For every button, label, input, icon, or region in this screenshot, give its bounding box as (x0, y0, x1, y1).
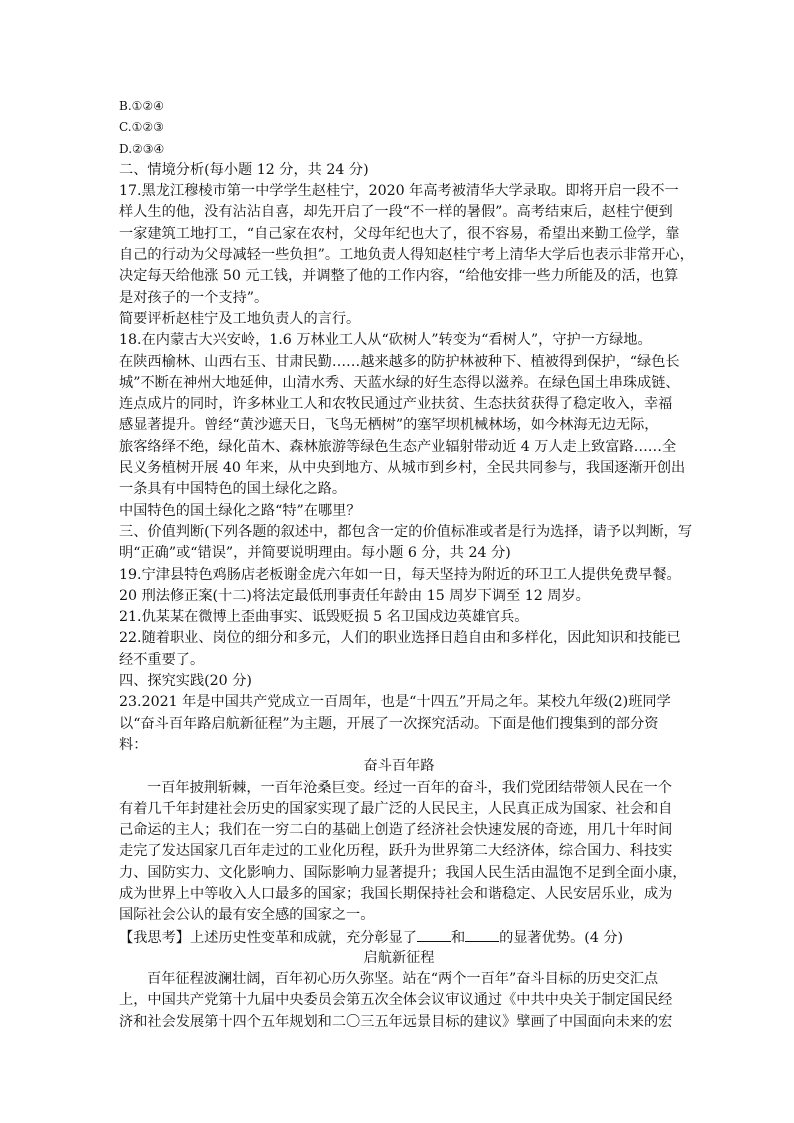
material-paragraph-2: 上，中国共产党第十九届中央委员会第五次全体会议审议通过《中共中央关于制定国民经 (119, 992, 673, 1009)
material-title-2: 启航新征程 (363, 949, 435, 966)
section2-heading: 二、情境分析(每小题 12 分，共 24 分) (119, 161, 369, 178)
option-b: B.①②④ (119, 99, 164, 113)
q17-line: 决定每天给他涨 50 元工钱，并调整了他的工作内容，“给他安排一些力所能及的活，也算 (119, 268, 679, 285)
section3-heading: 明“正确”或“错误”，并简要说明理由。每小题 6 分，共 24 分) (119, 545, 511, 562)
think-question (119, 927, 679, 948)
material-paragraph-1: 国际社会公认的最有安全感的国家之一。 (119, 907, 375, 924)
material-paragraph-1: 有着几千年封建社会历史的国家实现了最广泛的人民民主，人民真正成为国家、社会和自 (119, 800, 673, 817)
q18-question: 中国特色的国土绿化之路“特”在哪里？ (119, 502, 361, 519)
q17-line: 一家建筑工地打工，“自己家在农村，父母年纪也大了，很不容易，希望出来勤工俭学，靠 (119, 225, 680, 242)
q19: 19.宁津县特色鸡肠店老板谢金虎六年如一日，每天坚持为附近的环卫工人提供免费早餐。 (119, 566, 681, 583)
q18-line: 连点成片的同时，许多林业工人和农牧民通过产业扶贫、生态扶贫获得了稳定收入，幸福 (119, 396, 673, 413)
q17-line: 样人生的他，没有沾沾自喜，却先开启了一段“不一样的暑假”。高考结束后，赵桂宁便到 (119, 204, 673, 221)
q18-line: 一条具有中国特色的国土绿化之路。 (119, 481, 347, 498)
option-d: D.②③④ (119, 141, 165, 156)
section3-heading: 三、价值判断(下列各题的叙述中，都包含一定的价值标准或者是行为选择，请予以判断，写 (119, 523, 693, 540)
q18-line: 城”不断在神州大地延伸，山清水秀、天蓝水绿的好生态得以滋养。在绿色国土串珠成链、 (119, 374, 680, 391)
q18-line: 在陕西榆林、山西右玉、甘肃民勤……越来越多的防护林被种下、植被得到保护，“绿色长 (119, 353, 680, 370)
option-c: C.①②③ (119, 120, 164, 135)
material-paragraph-2: 济和社会发展第十四个五年规划和二〇三五年远景目标的建议》擘画了中国面向未来的宏 (119, 1013, 673, 1030)
q20: 20 刑法修正案(十二)将法定最低刑事责任年龄由 15 周岁下调至 12 周岁。 (119, 587, 590, 604)
q17-line: 17.黑龙江穆棱市第一中学学生赵桂宁，2020 年高考被清华大学录取。即将开启一段不一 (119, 183, 679, 200)
q17-question: 简要评析赵桂宁及工地负责人的言行。 (119, 310, 361, 327)
material-title-1: 奋斗百年路 (363, 758, 435, 775)
q23-intro: 料： (119, 736, 148, 753)
q18-line: 感显著提升。曾经“黄沙遮天日，飞鸟无栖树”的塞罕坝机械林场，如今林海无边无际， (119, 417, 659, 434)
section4-heading: 四、探究实践(20 分) (119, 673, 252, 690)
think-mid: 和 (450, 929, 466, 946)
q17-line: 自己的行动为父母减轻一些负担”。工地负责人得知赵桂宁考上清华大学后也表示非常开心， (119, 247, 694, 264)
answer-blank-1[interactable] (417, 927, 451, 942)
material-paragraph-1: 一百年披荆斩棘，一百年沧桑巨变。经过一百年的奋斗，我们党团结带领人民在一个 (147, 779, 672, 796)
q18-line: 18.在内蒙古大兴安岭，1.6 万林业工人从“砍树人”转变为“看树人”，守护一方绿地。 (119, 332, 652, 349)
think-prefix: 【我思考】上述历史性变革和成就，充分彰显了 (119, 929, 417, 946)
q21: 21.仇某某在微博上歪曲事实、诋毁贬损 5 名卫国戍边英雄官兵。 (119, 609, 529, 626)
answer-blank-2[interactable] (465, 927, 499, 942)
q22-line: 22.随着职业、岗位的细分和多元，人们的职业选择日趋自由和多样化，因此知识和技能已 (119, 630, 681, 647)
q18-line: 旅客络绎不绝，绿化苗木、森林旅游等绿色生态产业辐射带动近 4 万人走上致富路……全 (119, 438, 677, 455)
material-paragraph-1: 力、国防实力、文化影响力、国际影响力显著提升；我国人民生活由温饱不足到全面小康， (119, 864, 687, 881)
q23-intro: 23.2021 年是中国共产党成立一百周年，也是“十四五”开局之年。某校九年级(2)班同学 (119, 694, 671, 711)
q17-line: 是对孩子的一个支持”。 (119, 289, 269, 306)
q18-line: 民义务植树开展 40 年来，从中央到地方、从城市到乡村，全民共同参与，我国逐渐开创出 (119, 460, 686, 477)
material-paragraph-1: 成为世界上中等收入人口最多的国家；我国长期保持社会和谐稳定、人民安居乐业，成为 (119, 885, 673, 902)
material-paragraph-1: 己命运的主人；我们在一穷二白的基础上创造了经济社会快速发展的奇迹，用几十年时间 (119, 822, 673, 839)
material-paragraph-1: 走完了发达国家几百年走过的工业化历程，跃升为世界第二大经济体，综合国力、科技实 (119, 843, 673, 860)
document-page (119, 96, 694, 1033)
q23-intro: 以“奋斗百年路启航新征程”为主题，开展了一次探究活动。下面是他们搜集到的部分资 (119, 715, 659, 732)
q22-line: 经不重要了。 (119, 651, 205, 668)
material-paragraph-2: 百年征程波澜壮阔，百年初心历久弥坚。站在“两个一百年”奋斗目标的历史交汇点 (147, 971, 659, 988)
think-suffix: 的显著优势。(4 分) (499, 929, 624, 946)
